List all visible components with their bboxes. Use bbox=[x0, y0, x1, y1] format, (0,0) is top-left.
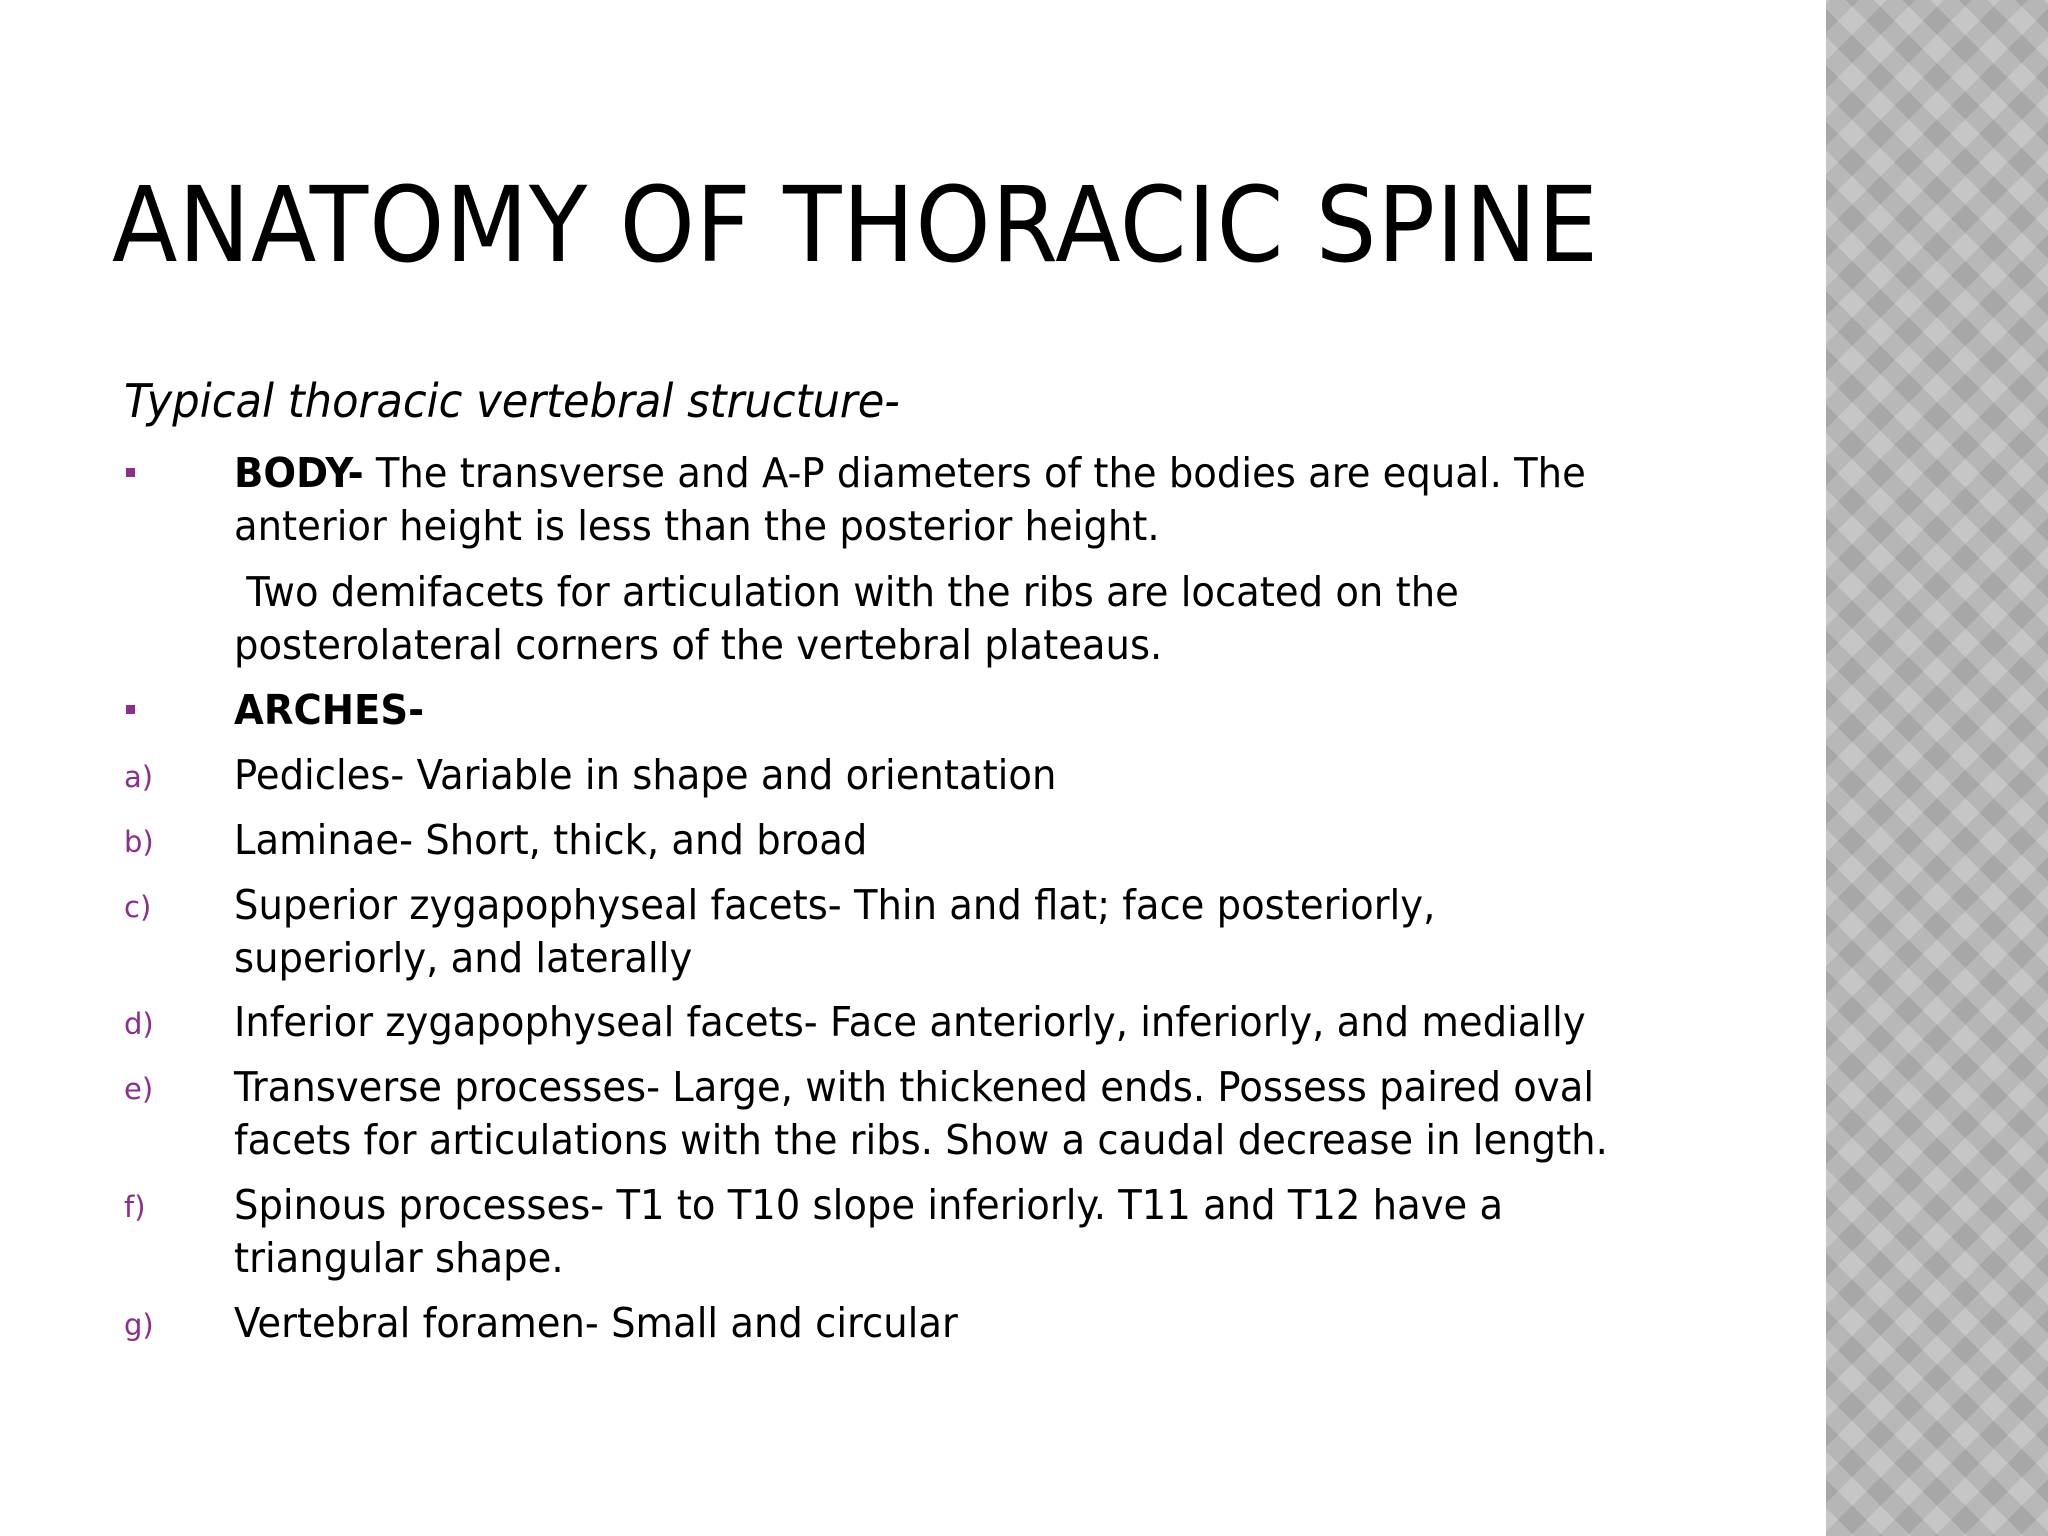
bullet-square-icon bbox=[126, 705, 135, 714]
list-letter: f) bbox=[124, 1190, 146, 1224]
list-letter: g) bbox=[124, 1308, 154, 1342]
list-item-text: Superior zygapophyseal facets- Thin and flat; face posteriorly, superiorly, and laterally bbox=[234, 881, 1436, 982]
slide-title: ANATOMY OF THORACIC SPINE bbox=[112, 164, 1599, 286]
list-letter: b) bbox=[124, 825, 154, 859]
bullet-arches-text bbox=[234, 684, 1616, 737]
list-item-text: Transverse processes- Large, with thickened ends. Possess paired oval facets for articulations with the ribs. Show a caudal decrease in length. bbox=[234, 1063, 1608, 1164]
slide-subtitle: Typical thoracic vertebral structure- bbox=[124, 374, 900, 428]
bullet-body-description: The transverse and A-P diameters of the bodies are equal. The anterior height is less than the posterior height. bbox=[234, 449, 1586, 550]
list-item-text: Vertebral foramen- Small and circular bbox=[234, 1299, 958, 1347]
list-item-text: Laminae- Short, thick, and broad bbox=[234, 816, 868, 864]
bullet-arches-label: ARCHES- bbox=[234, 686, 425, 734]
list-letter: a) bbox=[124, 760, 154, 794]
list-letter: d) bbox=[124, 1007, 154, 1041]
decorative-side-pattern bbox=[1826, 0, 2048, 1536]
bullet-body-label: BODY- bbox=[234, 449, 364, 497]
list-item-text: Pedicles- Variable in shape and orientation bbox=[234, 751, 1057, 799]
list-item-text: Inferior zygapophyseal facets- Face anteriorly, inferiorly, and medially bbox=[234, 998, 1586, 1046]
list-item-text: Spinous processes- T1 to T10 slope inferiorly. T11 and T12 have a triangular shape. bbox=[234, 1181, 1504, 1282]
bullet-body-continuation-text: Two demifacets for articulation with the ribs are located on the posterolateral corners of the vertebral plateaus. bbox=[234, 568, 1472, 669]
list-letter: e) bbox=[124, 1072, 154, 1106]
list-letter: c) bbox=[124, 890, 152, 924]
bullet-body-text bbox=[234, 447, 1616, 553]
bullet-square-icon bbox=[126, 468, 135, 477]
